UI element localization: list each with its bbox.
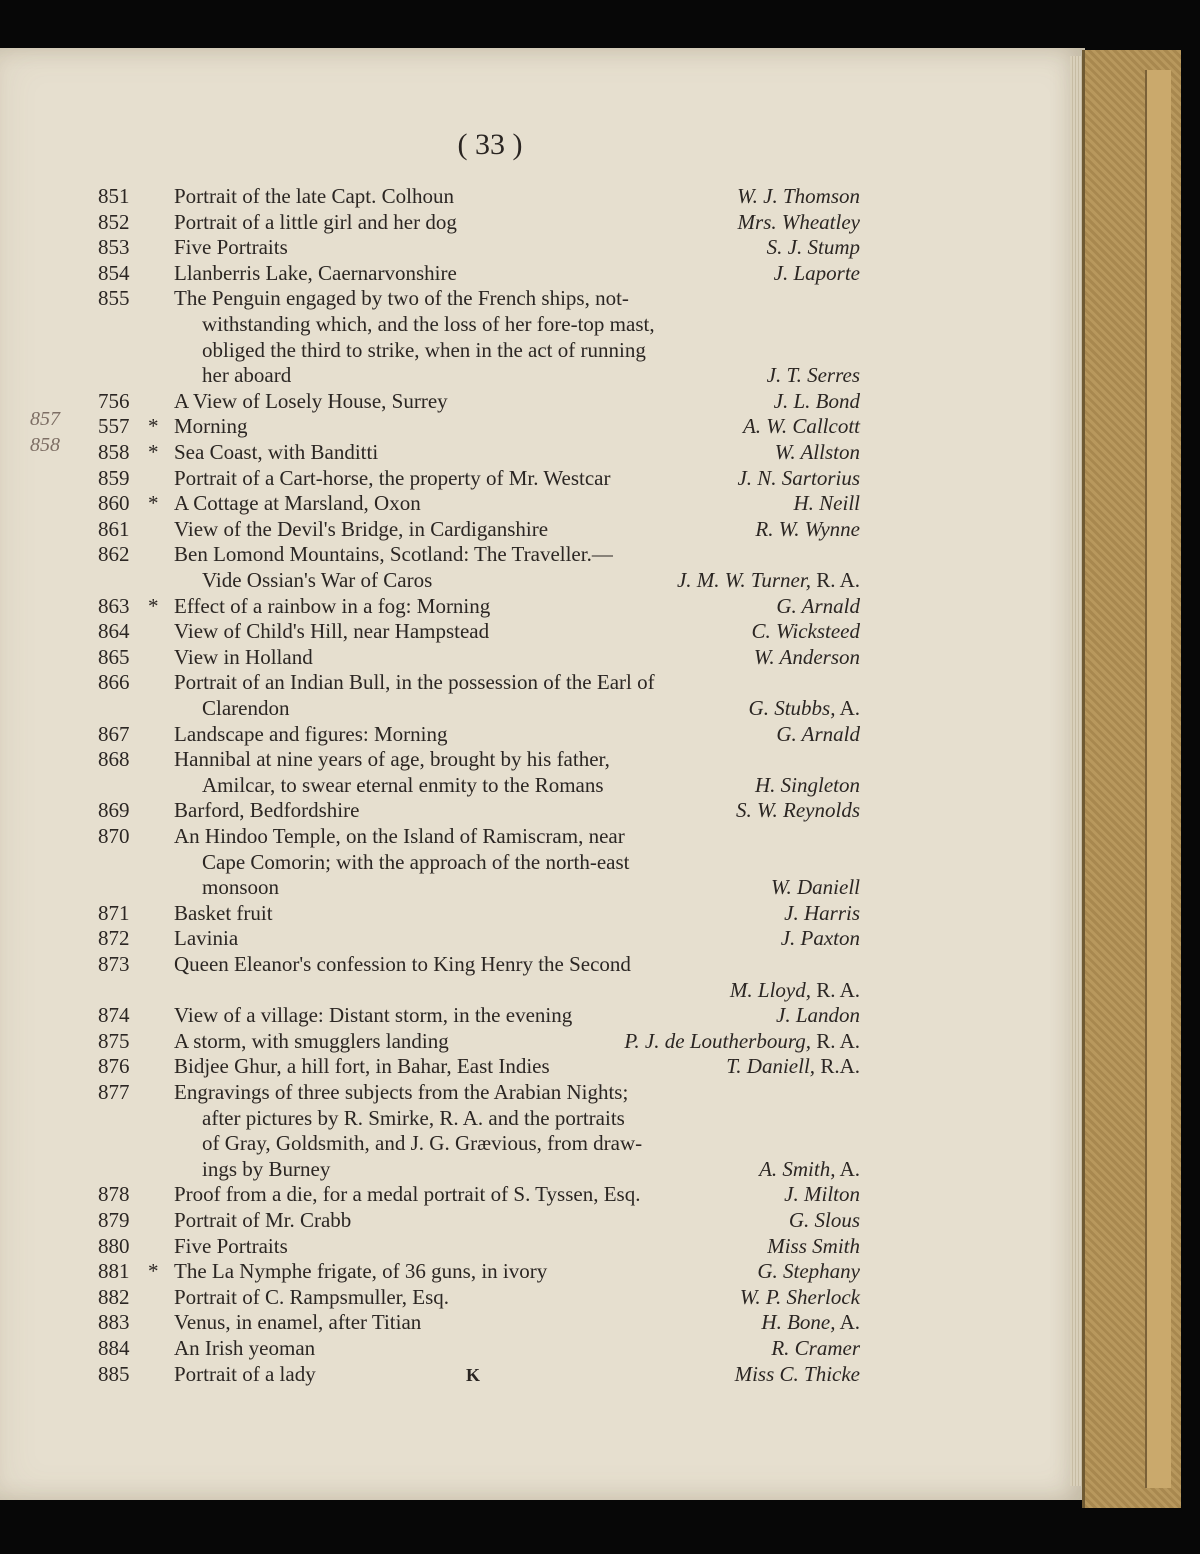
entry-star-mark: * (148, 440, 159, 464)
entry-artist (789, 1207, 860, 1233)
entry-artist (775, 439, 860, 465)
entry-number: 756 (98, 388, 130, 413)
entry-title-continued: her aboard (202, 363, 292, 388)
entry-number: 878 (98, 1182, 130, 1207)
entry-artist (757, 1258, 860, 1284)
entry-number: 855 (98, 286, 130, 311)
entry-row (90, 900, 860, 926)
entry-number: 865 (98, 644, 130, 669)
entry-number: 879 (98, 1208, 130, 1232)
entry-row (90, 1002, 860, 1028)
entry-row (90, 746, 860, 772)
signature-mark: K (466, 1365, 481, 1385)
entry-artist (774, 260, 860, 286)
entry-row (90, 541, 860, 567)
entry-artist (737, 465, 860, 491)
entry-row (90, 1335, 860, 1361)
entry-star-mark: * (148, 593, 159, 618)
entry-continuation-row (90, 1105, 860, 1131)
artist-name: S. W. Reynolds (735, 798, 860, 823)
artist-name: T. Daniell, (726, 1054, 816, 1079)
artist-name: G. Stubbs, (748, 696, 836, 720)
entry-title: Morning (174, 414, 248, 439)
entry-continuation-row (90, 567, 860, 593)
entry-title: Effect of a rainbow in a fog: Morning (174, 593, 491, 618)
entry-artist (776, 1002, 860, 1028)
artist-name: G. Stephany (757, 1259, 860, 1284)
entry-title: View of the Devil's Bridge, in Cardiganshire (174, 516, 549, 541)
entry-row (90, 1028, 860, 1054)
entry-number: 869 (98, 798, 130, 823)
entry-row (90, 823, 860, 849)
artist-name: A. W. Callcott (742, 414, 860, 439)
artist-name: W. Anderson (753, 644, 860, 669)
artist-name: A. Smith, (759, 1156, 836, 1181)
artist-academy-suffix: A. (835, 1310, 860, 1335)
entry-title: A Cottage at Marsland, Oxon (174, 491, 421, 516)
entry-number: 862 (98, 542, 130, 567)
entry-title: Proof from a die, for a medal portrait of S. Tyssen, Esq. (174, 1182, 641, 1207)
entry-continuation-row (90, 1156, 860, 1182)
entry-title: Portrait of Mr. Crabb (174, 1208, 352, 1232)
artist-name: H. Bone, (761, 1310, 836, 1335)
entry-star-mark: * (148, 491, 159, 516)
entry-title-continued: ings by Burney (202, 1156, 331, 1181)
artist-name: J. L. Bond (773, 388, 860, 413)
page-number: ( 33 ) (457, 128, 523, 161)
entry-artist (794, 490, 861, 516)
entry-row (90, 388, 860, 414)
entry-row (90, 183, 860, 209)
entry-artist (749, 695, 860, 721)
entry-artist (730, 977, 860, 1003)
entry-number: 877 (98, 1080, 130, 1104)
entry-artist (752, 618, 860, 644)
entry-artist (740, 1284, 860, 1310)
entry-title-continued: Cape Comorin; with the approach of the north-east (202, 849, 630, 874)
artist-academy-suffix: R. A. (810, 1028, 860, 1053)
entry-title: Landscape and figures: Morning (174, 721, 448, 746)
entry-artist (776, 593, 860, 619)
entry-title: Five Portraits (174, 1233, 288, 1258)
entry-title: Portrait of a little girl and her dog (174, 209, 457, 234)
entry-title: Queen Eleanor's confession to King Henry the Second (174, 952, 631, 976)
entry-number: 868 (98, 747, 130, 772)
artist-name: J. Paxton (780, 926, 860, 951)
entry-row (90, 209, 860, 235)
artist-name: J. Milton (784, 1182, 860, 1207)
entry-title: View of a village: Distant storm, in the evening (174, 1003, 573, 1028)
entry-title: Venus, in enamel, after Titian (174, 1310, 422, 1335)
entry-row (90, 1284, 860, 1310)
entry-title: Ben Lomond Mountains, Scotland: The Traveller.— (174, 542, 613, 567)
entry-title: An Hindoo Temple, on the Island of Ramiscram, near (174, 824, 625, 848)
artist-name: W. Allston (774, 440, 860, 464)
entry-number: 858 (98, 440, 130, 464)
artist-name: W. P. Sherlock (739, 1284, 860, 1309)
entry-number: 876 (98, 1054, 130, 1079)
entry-row (90, 797, 860, 823)
entry-title: Bidjee Ghur, a hill fort, in Bahar, East Indies (174, 1054, 550, 1079)
entry-row (90, 618, 860, 644)
entry-artist (771, 1335, 860, 1361)
entry-row (90, 925, 860, 951)
entry-title: Lavinia (174, 926, 239, 951)
entry-number: 873 (98, 952, 130, 976)
entry-artist (735, 1361, 860, 1387)
entry-artist (767, 1233, 860, 1259)
entry-artist (784, 900, 860, 926)
artist-name: Miss Smith (767, 1233, 860, 1258)
entry-title-continued: of Gray, Goldsmith, and J. G. Grævious, from draw- (202, 1131, 643, 1156)
entry-title-continued: withstanding which, and the loss of her fore-top mast, (202, 312, 655, 336)
entry-title: Basket fruit (174, 900, 273, 925)
entry-artist (761, 1309, 860, 1335)
entry-row (90, 1258, 860, 1284)
entry-title: View of Child's Hill, near Hampstead (174, 619, 490, 644)
artist-name: J. Landon (776, 1003, 860, 1028)
entry-number: 851 (98, 184, 130, 208)
entry-row (90, 234, 860, 260)
entry-continuation-row (90, 695, 860, 721)
entry-row (90, 1207, 860, 1233)
artist-academy-suffix: R. A. (810, 977, 860, 1002)
artist-name: S. J. Stump (766, 235, 860, 260)
entry-artist (781, 925, 860, 951)
entry-artist (774, 388, 860, 414)
entry-title-continued: after pictures by R. Smirke, R. A. and the portraits (202, 1105, 625, 1130)
entry-row (90, 1233, 860, 1259)
entry-continuation-row (90, 1130, 860, 1156)
entry-title: Hannibal at nine years of age, brought by his father, (174, 747, 610, 772)
entry-artist (736, 797, 860, 823)
entry-number: 882 (98, 1284, 130, 1309)
artist-name: H. Neill (793, 491, 860, 516)
artist-name: P. J. de Loutherbourg, (624, 1028, 811, 1053)
entry-number: 866 (98, 670, 130, 695)
entry-number: 859 (98, 465, 130, 490)
artist-name: R. W. Wynne (755, 516, 860, 541)
artist-name: Mrs. Wheatley (737, 209, 860, 234)
entry-continuation-row (90, 977, 860, 1003)
entry-artist (737, 183, 860, 209)
entry-title: Portrait of C. Rampsmuller, Esq. (174, 1284, 450, 1309)
entry-star-mark: * (148, 414, 159, 439)
entry-row (90, 721, 860, 747)
entry-title: Engravings of three subjects from the Arabian Nights; (174, 1080, 629, 1104)
entry-number: 884 (98, 1336, 130, 1360)
artist-name: C. Wicksteed (751, 619, 860, 644)
entry-row (90, 516, 860, 542)
artist-name: J. M. W. Turner, (676, 568, 811, 592)
entry-artist (755, 772, 860, 798)
artist-academy-suffix: A. (835, 1156, 860, 1181)
artist-name: W. Daniell (770, 875, 860, 900)
entry-artist (767, 234, 860, 260)
entry-title: A View of Losely House, Surrey (174, 388, 448, 413)
entry-title: Portrait of the late Capt. Colhoun (174, 184, 454, 208)
entry-title: Llanberris Lake, Caernarvonshire (174, 260, 457, 285)
entry-number: 883 (98, 1310, 130, 1335)
entry-number: 875 (98, 1028, 130, 1053)
entry-number: 854 (98, 260, 130, 285)
artist-name: G. Arnald (776, 721, 860, 746)
entry-continuation-row (90, 337, 860, 363)
entry-row (90, 413, 860, 439)
entry-row (90, 1181, 860, 1207)
entry-title: Portrait of a lady (174, 1361, 316, 1386)
margin-note-858: 858 (30, 434, 60, 456)
entry-number: 852 (98, 209, 130, 234)
entry-row (90, 593, 860, 619)
entry-row (90, 1079, 860, 1105)
entry-title-continued: Amilcar, to swear eternal enmity to the Romans (202, 772, 604, 797)
entry-title: An Irish yeoman (174, 1336, 316, 1360)
entry-number: 861 (98, 516, 130, 541)
artist-name: J. Laporte (773, 260, 860, 285)
entry-row (90, 1309, 860, 1335)
entry-artist (754, 644, 860, 670)
entry-number: 853 (98, 235, 130, 260)
entry-number: 860 (98, 491, 130, 516)
entry-title: Portrait of a Cart-horse, the property of Mr. Westcar (174, 465, 611, 490)
entry-title-continued: obliged the third to strike, when in the act of running (202, 337, 646, 362)
entry-artist (771, 874, 860, 900)
entry-row (90, 260, 860, 286)
entry-number: 557 (98, 414, 130, 439)
artist-name: G. Slous (788, 1208, 860, 1232)
artist-name: G. Arnald (776, 593, 860, 618)
entry-artist (755, 516, 860, 542)
entry-artist (624, 1028, 860, 1054)
entry-continuation-row (90, 849, 860, 875)
entry-star-mark: * (148, 1259, 159, 1284)
entry-title: Sea Coast, with Banditti (174, 440, 379, 464)
artist-academy-suffix: A. (835, 696, 860, 720)
entry-continuation-row (90, 311, 860, 337)
entry-row (90, 465, 860, 491)
entry-artist (784, 1181, 860, 1207)
book-cover-spine-edge (1145, 70, 1171, 1488)
entry-number: 874 (98, 1003, 130, 1028)
entry-title: View in Holland (174, 644, 313, 669)
entry-artist (759, 1156, 860, 1182)
artist-academy-suffix: R.A. (815, 1054, 860, 1079)
entry-row (90, 951, 860, 977)
artist-name: R. Cramer (771, 1336, 860, 1360)
entry-row (90, 490, 860, 516)
entry-number: 880 (98, 1233, 130, 1258)
page-fore-edge (1070, 56, 1082, 1486)
entry-title: A storm, with smugglers landing (174, 1028, 449, 1053)
entry-artist (743, 413, 860, 439)
entry-title: The Penguin engaged by two of the French ships, not- (174, 286, 629, 311)
entry-artist (767, 362, 860, 388)
artist-name: J. N. Sartorius (737, 465, 860, 490)
artist-name: Miss C. Thicke (734, 1361, 860, 1386)
entry-row (90, 1053, 860, 1079)
entry-title-continued: monsoon (202, 875, 280, 900)
artist-name: M. Lloyd, (729, 977, 811, 1002)
entry-title: Five Portraits (174, 235, 288, 260)
entry-title-continued: Clarendon (202, 696, 290, 720)
artist-name: J. Harris (784, 900, 860, 925)
entry-number: 885 (98, 1361, 130, 1386)
entry-number: 863 (98, 593, 130, 618)
entry-number: 871 (98, 900, 130, 925)
artist-academy-suffix: R. A. (810, 568, 860, 592)
entry-artist (776, 721, 860, 747)
entry-continuation-row (90, 362, 860, 388)
entry-artist (677, 567, 860, 593)
entry-title: Portrait of an Indian Bull, in the possession of the Earl of (174, 670, 655, 695)
entry-title-continued: Vide Ossian's War of Caros (202, 568, 433, 592)
margin-note-857: 857 (30, 408, 60, 430)
entry-title: The La Nymphe frigate, of 36 guns, in ivory (174, 1259, 548, 1284)
entry-row (90, 644, 860, 670)
entry-continuation-row (90, 874, 860, 900)
entry-number: 870 (98, 824, 130, 848)
entry-artist (738, 209, 860, 235)
entry-row (90, 285, 860, 311)
entry-number: 881 (98, 1259, 130, 1284)
entry-title: Barford, Bedfordshire (174, 798, 360, 823)
entry-number: 864 (98, 619, 130, 644)
entry-number: 867 (98, 721, 130, 746)
entry-row (90, 669, 860, 695)
artist-name: W. J. Thomson (737, 184, 860, 208)
entry-number: 872 (98, 926, 130, 951)
artist-name: H. Singleton (755, 772, 860, 797)
entry-continuation-row (90, 772, 860, 798)
artist-name: J. T. Serres (766, 363, 860, 388)
entry-artist (726, 1053, 860, 1079)
entry-row (90, 439, 860, 465)
